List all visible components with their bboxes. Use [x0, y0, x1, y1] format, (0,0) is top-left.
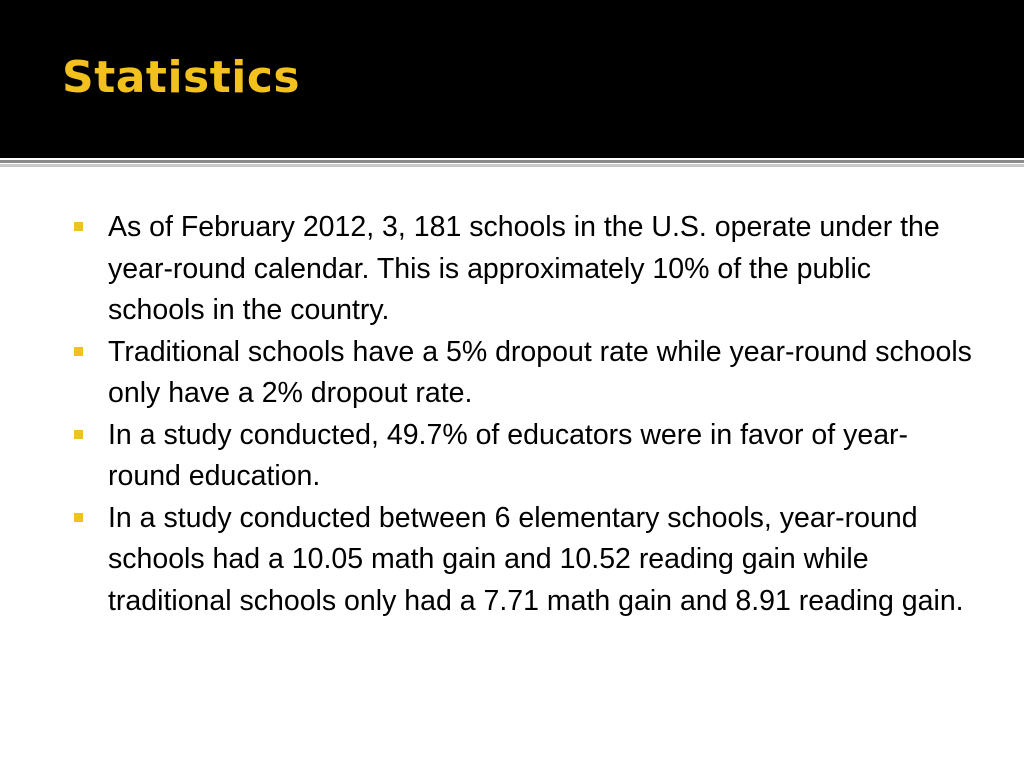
bullet-text: In a study conducted, 49.7% of educators were in favor of year-round education.	[108, 418, 909, 492]
bullet-item	[72, 498, 972, 623]
bullet-item	[72, 332, 972, 415]
bullet-text: As of February 2012, 3, 181 schools in the U.S. operate under the year-round calendar. This is approximately 10% of the public schools in the country.	[108, 211, 940, 326]
title-divider-light	[0, 164, 1024, 167]
slide-title: Statistics	[62, 52, 301, 103]
bullet-item	[72, 415, 972, 498]
square-bullet-icon	[74, 222, 83, 231]
bullet-text: Traditional schools have a 5% dropout rate while year-round schools only have a 2% dropout rate.	[108, 335, 972, 409]
bullet-text: In a study conducted between 6 elementary schools, year-round schools had a 10.05 math gain and 10.52 reading gain while traditional schools only had a 7.71 math gain and 8.91 reading gain.	[108, 501, 964, 617]
title-bar	[0, 0, 1024, 158]
square-bullet-icon	[74, 347, 83, 356]
title-divider-dark	[0, 160, 1024, 163]
bullet-item	[72, 207, 972, 332]
bullet-list	[72, 207, 972, 622]
square-bullet-icon	[74, 430, 83, 439]
square-bullet-icon	[74, 513, 83, 522]
